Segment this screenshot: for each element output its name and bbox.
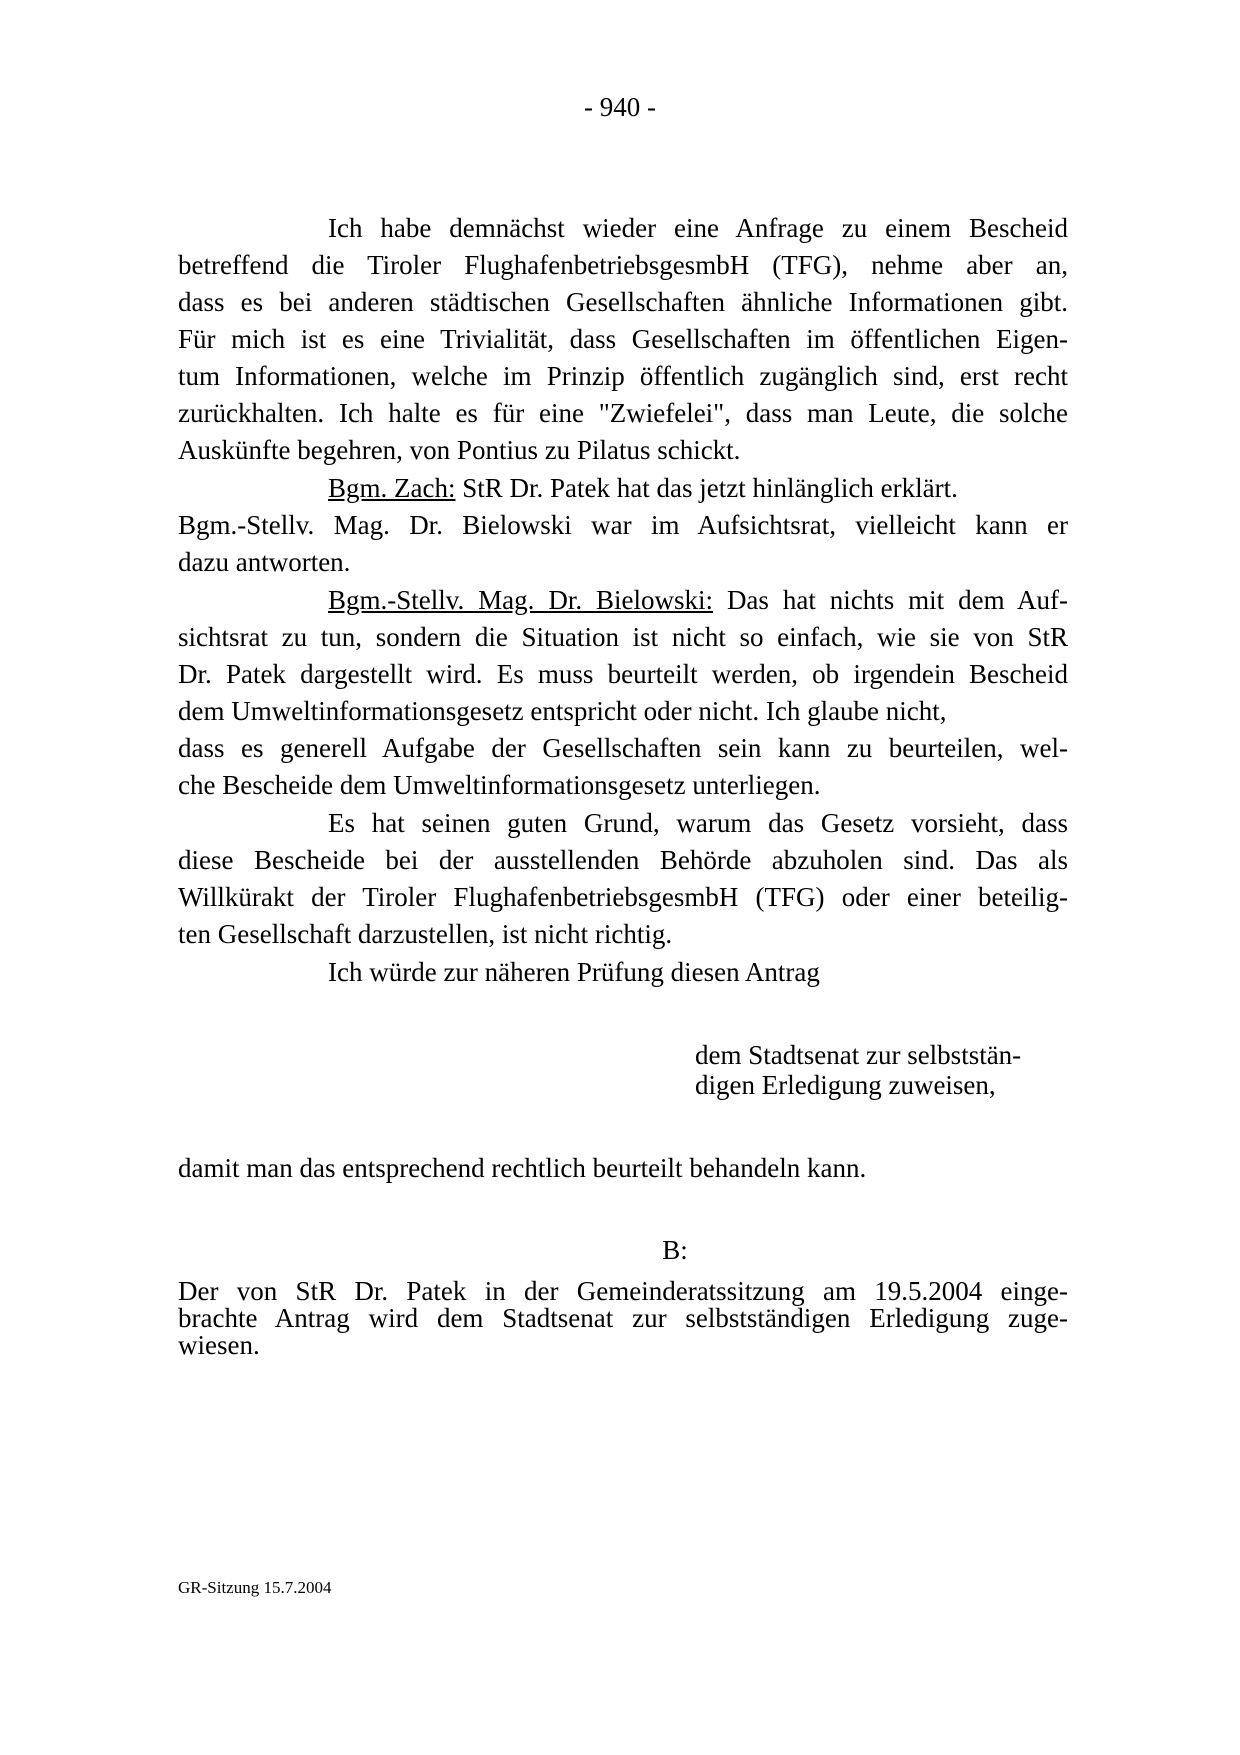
text-line: sichtsrat zu tun, sondern die Situation ist nicht so einfach, wie sie von StR [178, 622, 1068, 652]
speaker-name: Bgm.-Stellv. Mag. Dr. Bielowski: [328, 585, 714, 615]
text-line: Auskünfte begehren, von Pontius zu Pilatus schickt. [178, 435, 741, 465]
text-line: dass es bei anderen städtischen Gesellschaften ähnliche Informationen gibt. [178, 287, 1068, 317]
footer: GR-Sitzung 15.7.2004 [178, 1578, 332, 1597]
text-line: digen Erledigung zuweisen, [695, 1070, 996, 1100]
closing-line: damit man das entsprechend rechtlich beurteilt behandeln kann. [178, 1153, 867, 1183]
speaker-name: Bgm. Zach: [328, 473, 456, 503]
text-line: Dr. Patek dargestellt wird. Es muss beurteilt werden, ob irgendein Bescheid [178, 659, 1068, 689]
text-line: ten Gesellschaft darzustellen, ist nicht richtig. [178, 919, 673, 949]
text-line: Der von StR Dr. Patek in der Gemeinderatssitzung am 19.5.2004 einge- [178, 1276, 1068, 1306]
text-line: diese Bescheide bei der ausstellenden Behörde abzuholen sind. Das als [178, 845, 1068, 875]
text-line: Für mich ist es eine Trivialität, dass Gesellschaften im öffentlichen Eigen- [178, 324, 1068, 354]
statement-text: Das hat nichts mit dem Auf- [713, 585, 1068, 615]
text-line: Ich habe demnächst wieder eine Anfrage zu einem Bescheid [328, 213, 1068, 243]
text-line: wiesen. [178, 1330, 260, 1360]
text-line: tum Informationen, welche im Prinzip öffentlich zugänglich sind, erst recht [178, 361, 1068, 391]
text-line: dem Umweltinformationsgesetz entspricht oder nicht. Ich glaube nicht, [178, 696, 947, 726]
text-line: dazu antworten. [178, 547, 351, 577]
text-line: dass es generell Aufgabe der Gesellschaften sein kann zu beurteilen, wel- [178, 733, 1068, 763]
text-line: che Bescheide dem Umweltinformationsgesetz unterliegen. [178, 770, 821, 800]
text-line: Es hat seinen guten Grund, warum das Gesetz vorsieht, dass [328, 808, 1068, 838]
text-line: Bgm.-Stellv. Mag. Dr. Bielowski war im Aufsichtsrat, vielleicht kann er [178, 510, 1068, 540]
text-line: dem Stadtsenat zur selbststän- [695, 1040, 1022, 1070]
text-line [178, 470, 1068, 506]
page-number: - 940 - [584, 92, 656, 122]
text-line: brachte Antrag wird dem Stadtsenat zur selbstständigen Erledigung zuge- [178, 1303, 1068, 1333]
text-line: Willkürakt der Tiroler FlughafenbetriebsgesmbH (TFG) oder einer beteilig- [178, 882, 1068, 912]
paragraph-4: Ich würde zur näheren Prüfung diesen Antrag [328, 957, 820, 987]
text-line: zurückhalten. Ich halte es für eine "Zwiefelei", dass man Leute, die solche [178, 398, 1068, 428]
text-line [178, 582, 1068, 618]
statement-text: StR Dr. Patek hat das jetzt hinlänglich erklärt. [455, 473, 958, 503]
section-heading-b: B: [662, 1235, 688, 1265]
text-line: betreffend die Tiroler FlughafenbetriebsgesmbH (TFG), nehme aber an, [178, 250, 1068, 280]
